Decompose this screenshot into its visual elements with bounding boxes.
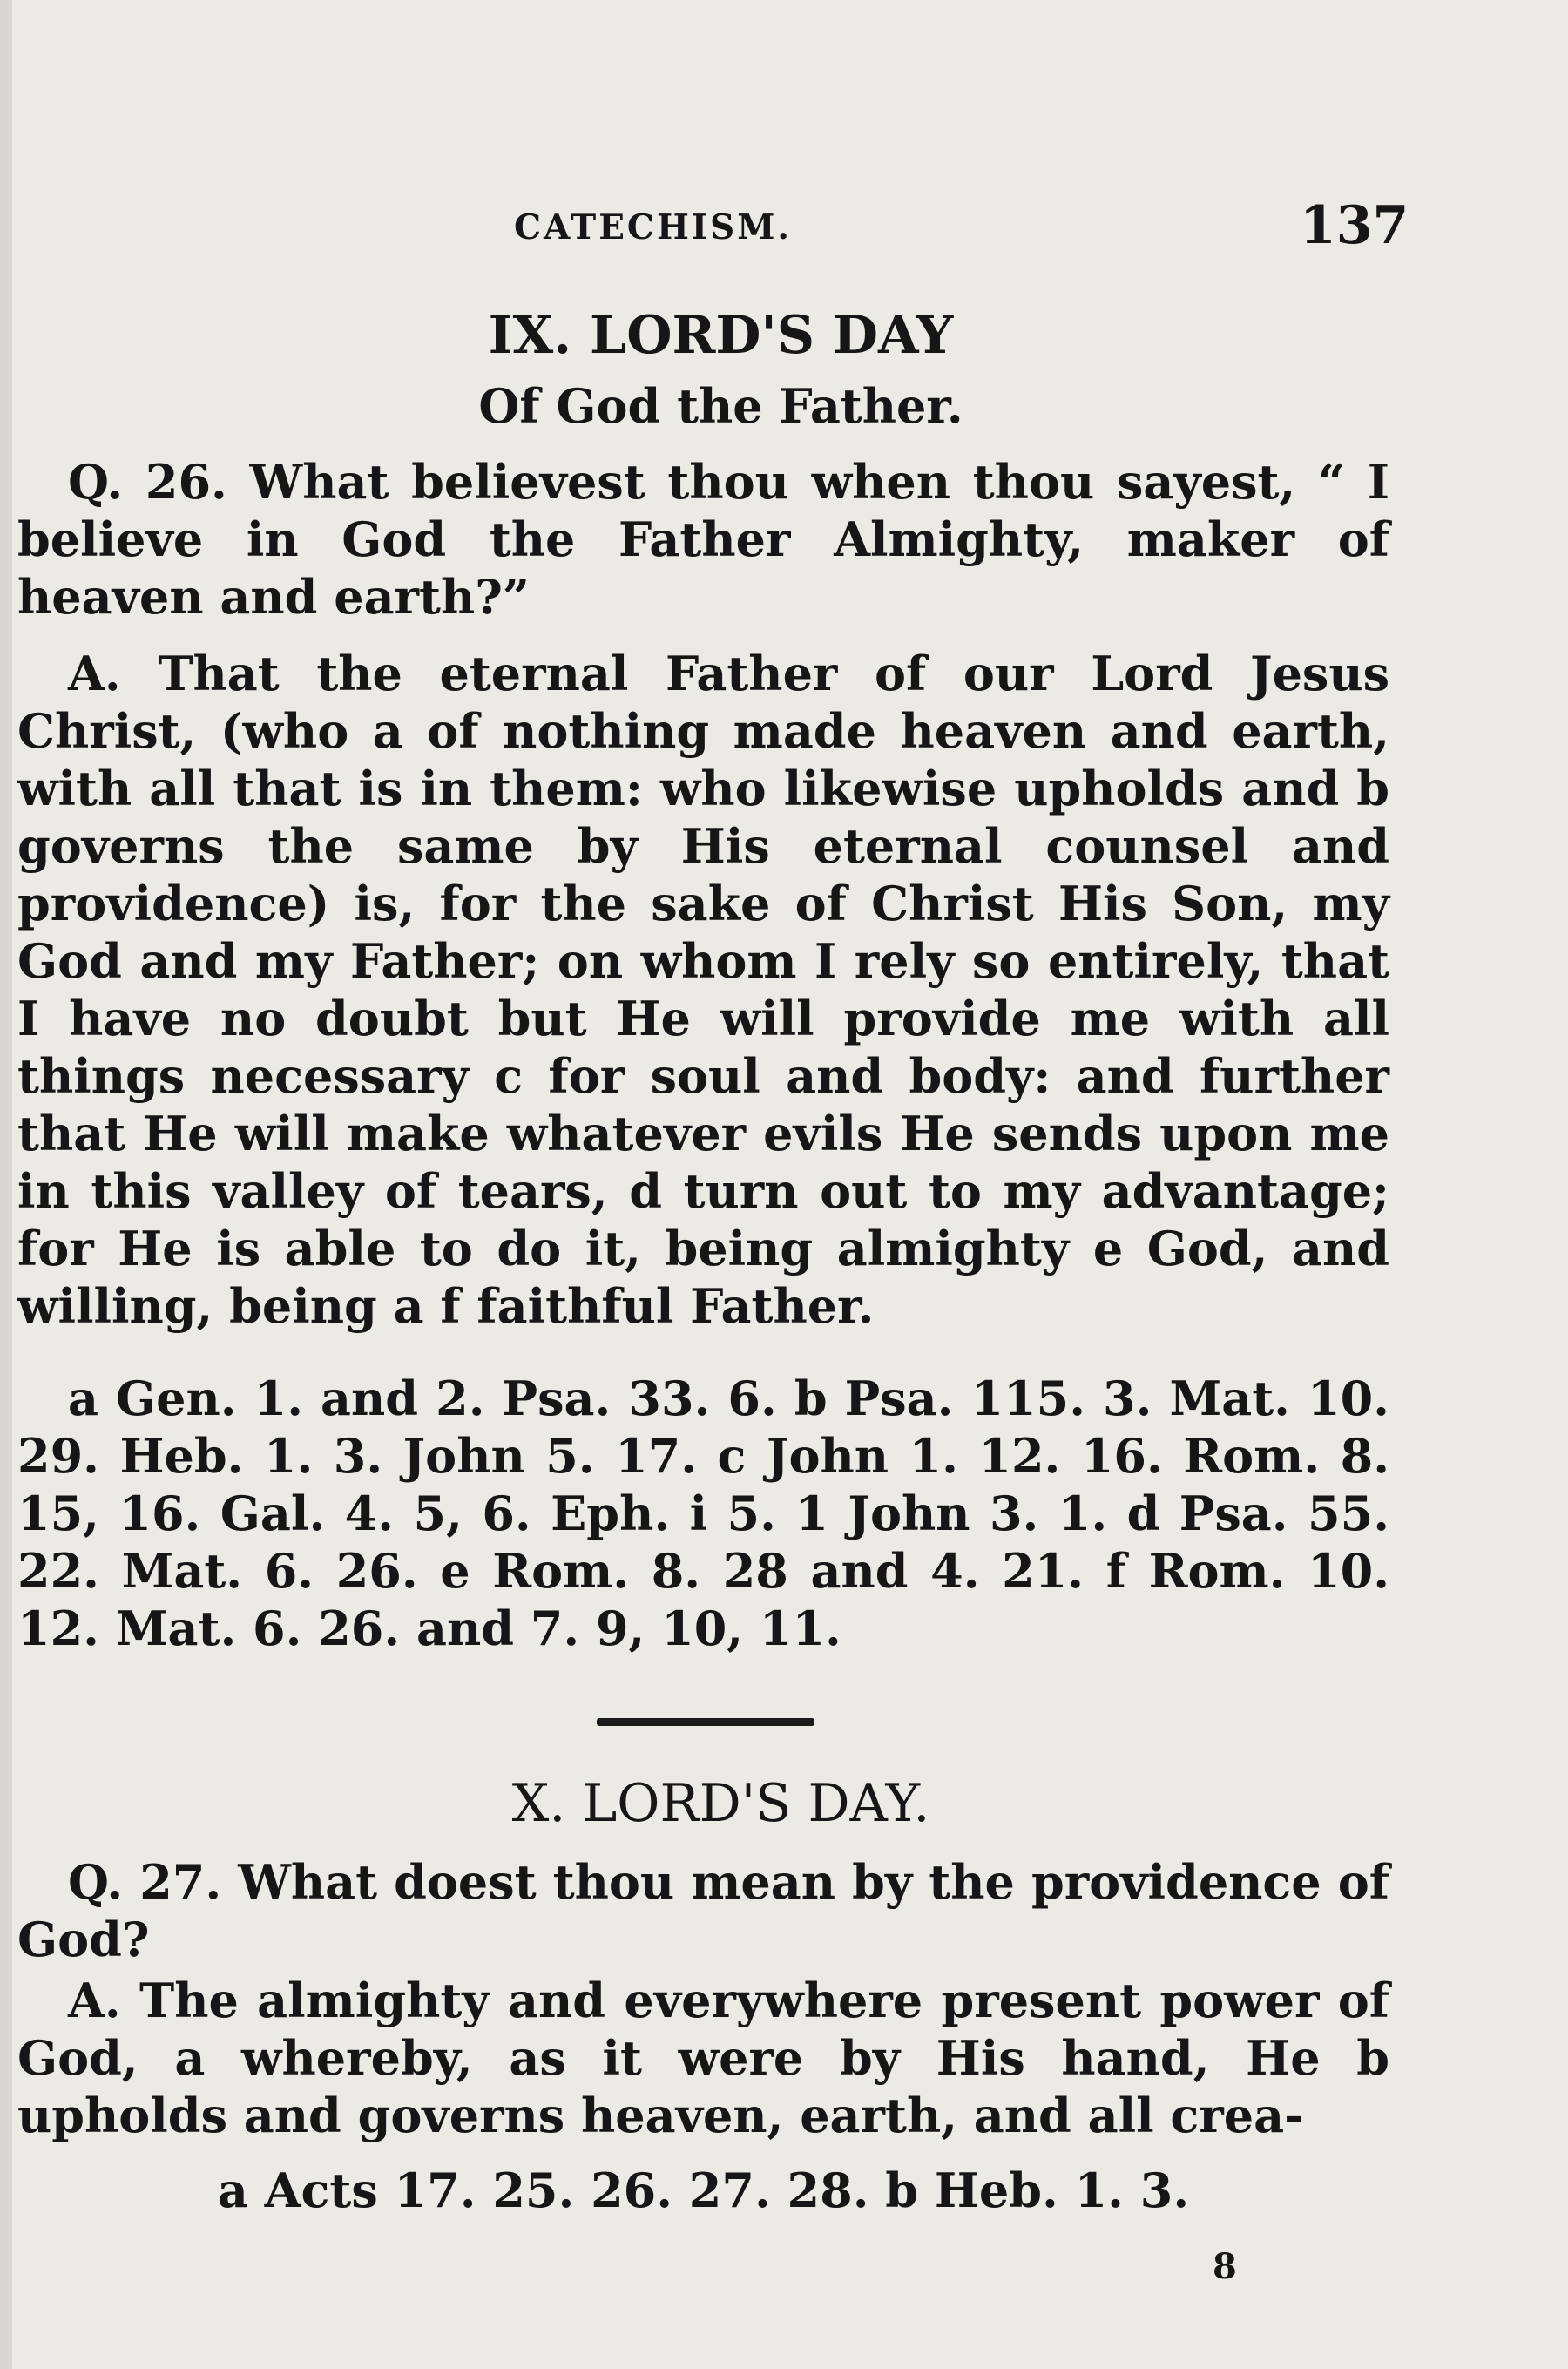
- running-head: CATECHISM.: [514, 207, 792, 247]
- section-ix-subtitle: Of God the Father.: [478, 378, 963, 434]
- page-edge-shadow: [0, 0, 12, 2369]
- section-divider: [597, 1718, 814, 1726]
- question-27: Q. 27. What doest thou mean by the providence of God?: [17, 1854, 1389, 1967]
- section-ix: [17, 305, 1389, 1657]
- question-26: Q. 26. What believest thou when thou sayest, “ I believe in God the Father Almighty, maker of heaven and earth?”: [17, 454, 1389, 625]
- references-26: a Gen. 1. and 2. Psa. 33. 6. b Psa. 115. 3. Mat. 10. 29. Heb. 1. 3. John 5. 17. c John 1. 12. 16. Rom. 8. 15, 16. Gal. 4. 5, 6. Eph. i 5. 1 John 3. 1. d Psa. 55. 22. Mat. 6. 26. e Rom. 8. 28 and 4. 21. f Rom. 10. 12. Mat. 6. 26. and 7. 9, 10, 11.: [17, 1371, 1389, 1656]
- answer-26: A. That the eternal Father of our Lord Jesus Christ, (who a of nothing made heaven and earth, with all that is in them: who likewise upholds and b governs the same by His eternal counsel and providence) is, for the sake of Christ His Son, my God and my Father; on whom I rely so entirely, that I have no doubt but He will provide me with all things necessary c for soul and body: and further that He will make whatever evils He sends upon me in this valley of tears, d turn out to my advantage; for He is able to do it, being almighty e God, and willing, being a f faithful Father.: [17, 646, 1389, 1334]
- references-27: a Acts 17. 25. 26. 27. 28. b Heb. 1. 3.: [217, 2163, 1190, 2218]
- section-x: [17, 1773, 1389, 2219]
- section-ix-title: IX. LORD'S DAY: [488, 305, 954, 366]
- section-x-title: X. LORD'S DAY.: [511, 1773, 930, 1834]
- signature-mark: 8: [1213, 2246, 1237, 2287]
- answer-27: A. The almighty and everywhere present power of God, a whereby, as it were by His hand, He b upholds and governs heaven, earth, and all crea-: [17, 1973, 1389, 2143]
- page-number: 137: [1300, 195, 1409, 256]
